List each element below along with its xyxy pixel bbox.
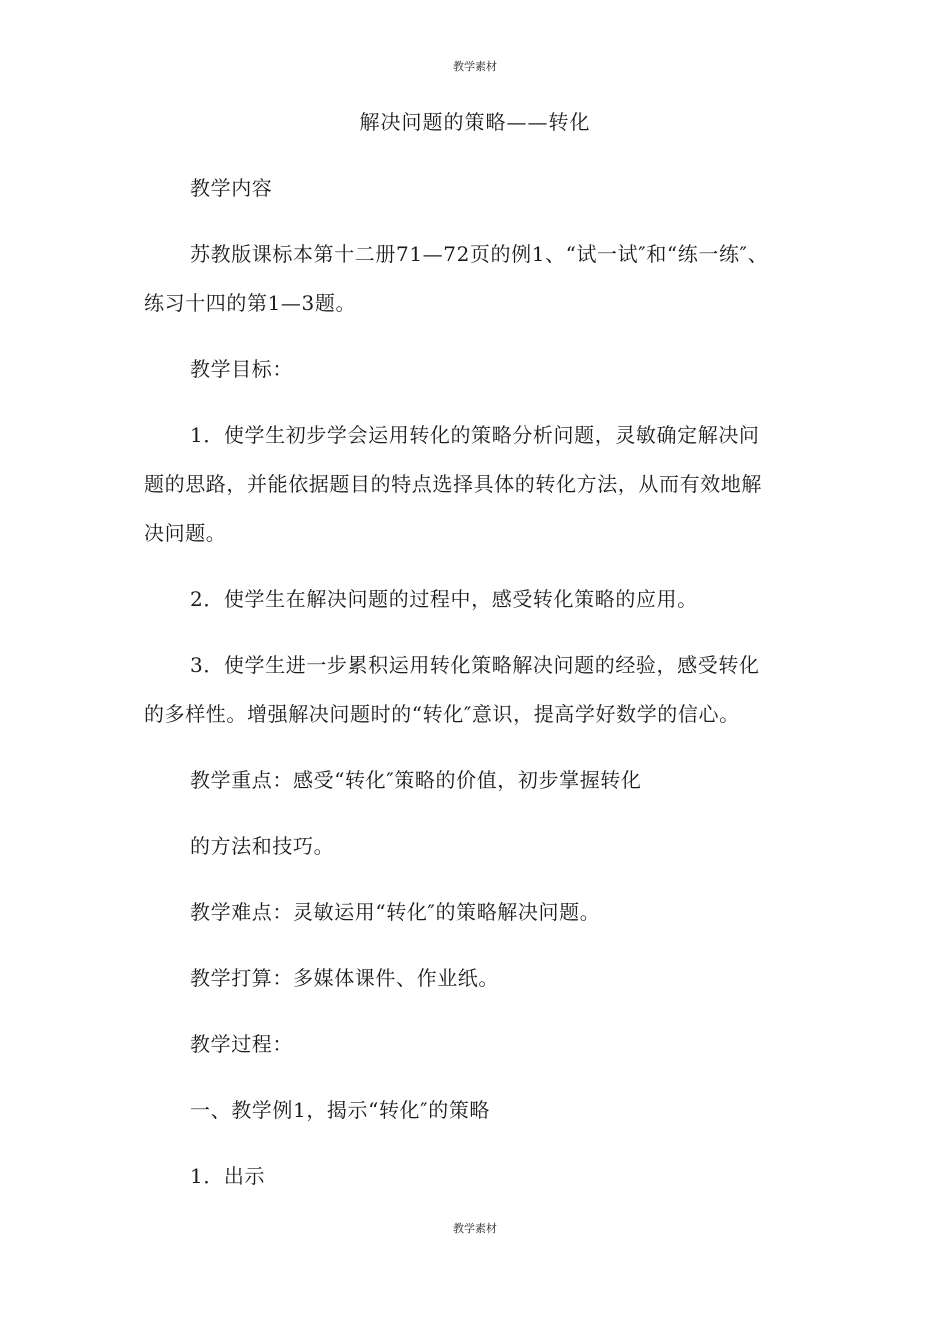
paragraph-line: 苏教版课标本第十二册71—72页的例1、“试一试″和“练一练″、 — [190, 242, 769, 266]
paragraph-line: 2．使学生在解决问题的过程中，感受转化策略的应用。 — [190, 587, 698, 611]
section-heading-content: 教学内容 — [190, 176, 273, 200]
paragraph-line: 题的思路，并能依据题目的特点选择具体的转化方法，从而有效地解 — [144, 472, 762, 496]
paragraph-line: 决问题。 — [144, 521, 227, 545]
paragraph-line: 一、教学例1，揭示“转化″的策略 — [190, 1098, 491, 1122]
paragraph-line: 的多样性。增强解决问题时的“转化″意识，提高学好数学的信心。 — [144, 702, 740, 726]
document-title: 解决问题的策略——转化 — [359, 110, 591, 134]
page-footer: 教学素材 — [453, 1222, 497, 1235]
paragraph-line: 教学难点：灵敏运用“转化″的策略解决问题。 — [190, 900, 601, 924]
paragraph-line: 3．使学生进一步累积运用转化策略解决问题的经验，感受转化 — [190, 653, 760, 677]
paragraph-line: 的方法和技巧。 — [190, 834, 335, 858]
paragraph-line: 练习十四的第1—3题。 — [144, 291, 357, 315]
paragraph-line: 1．使学生初步学会运用转化的策略分析问题，灵敏确定解决问 — [190, 423, 760, 447]
section-heading-process: 教学过程： — [190, 1032, 293, 1056]
paragraph-line: 教学打算：多媒体课件、作业纸。 — [190, 966, 499, 990]
page-header: 教学素材 — [453, 60, 497, 73]
paragraph-line: 1．出示 — [190, 1164, 266, 1188]
paragraph-line: 教学重点：感受“转化″策略的价值，初步掌握转化 — [190, 768, 642, 792]
section-heading-goals: 教学目标： — [190, 357, 293, 381]
